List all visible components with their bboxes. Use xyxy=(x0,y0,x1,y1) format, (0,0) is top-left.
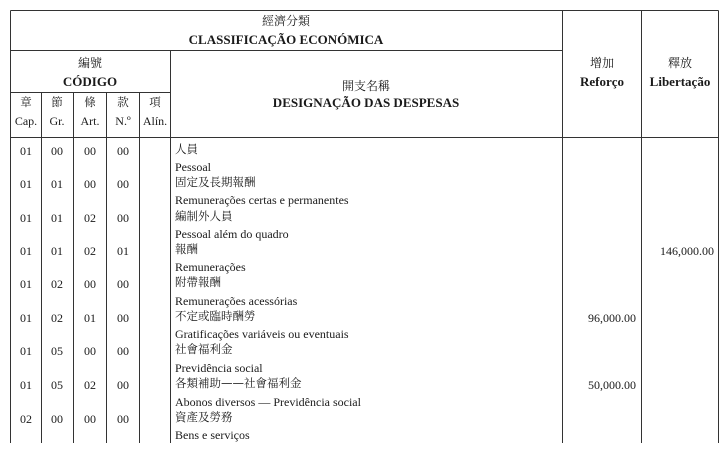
row-1-no: 00 xyxy=(117,177,129,191)
row-2-name-pt: Pessoal além do quadro xyxy=(175,227,289,241)
row-6-name-zh: 社會福利金 xyxy=(175,342,233,356)
col-cap-pt: Cap. xyxy=(14,114,38,128)
release-header-pt: Libertação xyxy=(649,74,711,89)
row-1-cap: 01 xyxy=(20,177,32,191)
row-6-cap: 01 xyxy=(20,344,32,358)
row-5-no: 00 xyxy=(117,311,129,325)
col-art-pt: Art. xyxy=(80,114,100,128)
designation-header-zh: 開支名稱 xyxy=(341,79,391,93)
row-3-libertacao: 146,000.00 xyxy=(660,244,714,258)
col-alin-pt: Alín. xyxy=(142,114,168,128)
code-header-pt: CÓDIGO xyxy=(62,74,118,89)
row-6-no: 00 xyxy=(117,344,129,358)
row-3-gr: 01 xyxy=(51,244,63,258)
row-5-reforco: 96,000.00 xyxy=(588,311,636,325)
row-3-name-zh: 報酬 xyxy=(175,242,198,256)
row-5-gr: 02 xyxy=(51,311,63,325)
row-7-art: 02 xyxy=(84,378,96,392)
col-art-zh: 條 xyxy=(84,95,96,109)
col-gr-pt: Gr. xyxy=(49,114,65,128)
row-2-gr: 01 xyxy=(51,211,63,225)
row-8-cap: 02 xyxy=(20,412,32,426)
row-3-name-pt: Remunerações xyxy=(175,260,246,274)
row-5-name-pt: Gratificações variáveis ou eventuais xyxy=(175,327,349,341)
row-3-cap: 01 xyxy=(20,244,32,258)
row-0-gr: 00 xyxy=(51,144,63,158)
col-alin-zh: 項 xyxy=(149,95,161,109)
row-2-cap: 01 xyxy=(20,211,32,225)
row-4-gr: 02 xyxy=(51,277,63,291)
row-2-name-zh: 編制外人員 xyxy=(175,209,233,223)
row-0-name-pt: Pessoal xyxy=(175,160,211,174)
row-5-name-zh: 不定或臨時酬勞 xyxy=(175,309,256,323)
col-no-zh: 款 xyxy=(117,95,129,109)
reinforcement-header-zh: 增加 xyxy=(589,56,615,70)
row-2-no: 00 xyxy=(117,211,129,225)
row-5-cap: 01 xyxy=(20,311,32,325)
row-3-no: 01 xyxy=(117,244,129,258)
row-2-art: 02 xyxy=(84,211,96,225)
row-8-no: 00 xyxy=(117,412,129,426)
row-0-no: 00 xyxy=(117,144,129,158)
designation-header-pt: DESIGNAÇÃO DAS DESPESAS xyxy=(272,95,460,110)
reinforcement-header-pt: Reforço xyxy=(579,74,625,89)
code-header-zh: 編號 xyxy=(77,56,103,70)
col-cap-zh: 章 xyxy=(20,95,32,109)
row-7-no: 00 xyxy=(117,378,129,392)
row-4-name-pt: Remunerações acessórias xyxy=(175,294,298,308)
release-header-zh: 釋放 xyxy=(667,56,693,70)
row-4-cap: 01 xyxy=(20,277,32,291)
row-8-name-pt: Bens e serviços xyxy=(175,428,250,442)
row-8-gr: 00 xyxy=(51,412,63,426)
row-1-name-zh: 固定及長期報酬 xyxy=(175,175,256,189)
col-gr-zh: 節 xyxy=(51,95,63,109)
economic-classification-pt: CLASSIFICAÇÃO ECONÓMICA xyxy=(188,32,384,47)
row-3-art: 02 xyxy=(84,244,96,258)
row-8-name-zh: 資產及勞務 xyxy=(175,410,233,424)
row-4-art: 00 xyxy=(84,277,96,291)
row-1-gr: 01 xyxy=(51,177,63,191)
row-5-art: 01 xyxy=(84,311,96,325)
col-no-pt: N.º xyxy=(115,114,131,128)
row-6-art: 00 xyxy=(84,344,96,358)
row-8-art: 00 xyxy=(84,412,96,426)
row-7-name-zh: 各類補助——社會福利金 xyxy=(175,376,302,390)
row-1-name-pt: Remunerações certas e permanentes xyxy=(175,193,349,207)
row-4-name-zh: 附帶報酬 xyxy=(175,275,221,289)
row-0-art: 00 xyxy=(84,144,96,158)
row-7-cap: 01 xyxy=(20,378,32,392)
row-7-gr: 05 xyxy=(51,378,63,392)
row-7-name-pt: Abonos diversos — Previdência social xyxy=(175,395,361,409)
row-0-cap: 01 xyxy=(20,144,32,158)
row-4-no: 00 xyxy=(117,277,129,291)
row-6-gr: 05 xyxy=(51,344,63,358)
row-0-name-zh: 人員 xyxy=(175,142,198,156)
economic-classification-zh: 經濟分類 xyxy=(261,14,311,28)
row-1-art: 00 xyxy=(84,177,96,191)
row-7-reforco: 50,000.00 xyxy=(588,378,636,392)
row-6-name-pt: Previdência social xyxy=(175,361,263,375)
